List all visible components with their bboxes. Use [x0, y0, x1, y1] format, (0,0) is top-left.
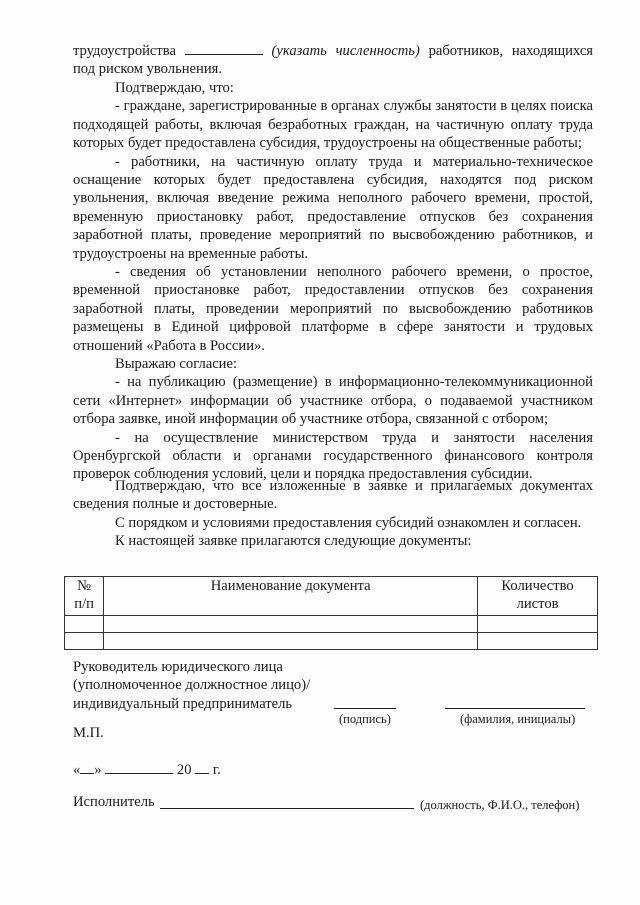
col-number-header — [65, 577, 104, 616]
head-title-line-2: (уполномоченное должностное лицо)/ — [73, 677, 311, 694]
date-suffix: г. — [212, 762, 221, 778]
table-cell — [478, 633, 598, 650]
col-number-label-2: п/п — [74, 596, 94, 612]
confirm-item-1: - граждане, зарегистрированные в органах службы занятости в целях поиска подходящей работы, включая безработных граждан, на частичную оплату труда которых будет предоставлена субсидия, трудоустроены на общественные работы; — [73, 98, 593, 152]
statements-block — [73, 477, 593, 551]
date-year: 20 — [176, 762, 192, 778]
consent-item-1: - на публикацию (размещение) в информационно-телекоммуникационной сети «Интернет» информации об участнике отбора, о подаваемой участником отбора заявке, иной информации об участнике отбора, связанной с отбором; — [73, 374, 593, 428]
head-title-line-1: Руководитель юридического лица — [73, 659, 283, 675]
date-line — [73, 761, 221, 779]
signature-hint: (подпись) — [339, 712, 391, 726]
confirm-item-3: - сведения об установлении неполного рабочего времени, о простое, временной приостановке работ, предоставлении отпусков без сохранения заработной платы, проведении мероприятий по высвобождению работников размещены в Единой цифровой платформе в сфере занятости и трудовых отношений «Работа в России». — [73, 264, 593, 354]
executor-label: Исполнитель — [73, 794, 155, 810]
executor-line — [160, 808, 414, 809]
count-hint: (указать численность) — [271, 43, 420, 59]
table-cell — [478, 616, 598, 633]
intro-text-line2: под риском увольнения. — [73, 61, 222, 78]
col-qty-header — [478, 577, 598, 616]
year-blank — [195, 761, 209, 774]
confirm-item-2: - работники, на частичную оплату труда и материально-техническое оснащение которых будет предоставлена субсидия, находятся под риском увольнения, включая введение режима неполного рабочего времени, простой, временную приостановку работ, предоставление отпусков без сохранения заработной платы, проведение мероприятий по высвобождению работников, и трудоустроены на временные работы. — [73, 153, 593, 262]
intro-text-start: трудоустройства — [73, 43, 176, 59]
consent-block — [73, 355, 593, 484]
day-blank — [80, 761, 94, 774]
date-quote-open: « — [73, 762, 81, 778]
col-name-header: Наименование документа — [104, 577, 478, 616]
table-cell — [65, 616, 104, 633]
table-cell — [104, 616, 478, 633]
consent-heading: Выражаю согласие: — [115, 356, 238, 372]
col-qty-label-2: листов — [516, 596, 559, 612]
table-header-row — [65, 577, 598, 616]
statement-attachments: К настоящей заявке прилагаются следующие документы: — [115, 533, 472, 550]
signature-line — [334, 708, 396, 709]
head-title-line-3: индивидуальный предприниматель — [73, 695, 293, 712]
table-cell — [65, 633, 104, 650]
intro-block — [73, 42, 593, 79]
col-qty-label-1: Количество — [501, 578, 574, 594]
date-quote-close: » — [94, 762, 102, 778]
count-blank — [185, 42, 263, 55]
table-row — [65, 616, 598, 633]
confirm-heading: Подтверждаю, что: — [115, 80, 234, 96]
documents-table — [64, 576, 598, 650]
head-title — [73, 658, 310, 713]
table-row — [65, 633, 598, 650]
intro-text-end: работников, находящихся — [428, 43, 594, 59]
name-hint: (фамилия, инициалы) — [460, 712, 576, 726]
name-line — [445, 708, 585, 709]
month-blank — [105, 761, 173, 774]
executor-hint: (должность, Ф.И.О., телефон) — [420, 798, 580, 812]
statement-acquainted: С порядком и условиями предоставления субсидий ознакомлен и согласен. — [115, 514, 582, 531]
col-number-label-1: № — [77, 578, 92, 594]
confirm-block — [73, 79, 593, 355]
intro-paragraph — [73, 42, 593, 79]
stamp-place: М.П. — [73, 725, 104, 741]
table-cell — [104, 633, 478, 650]
consent-item-2: - на осуществление министерством труда и занятости населения Оренбургской области и органами государственного финансового контроля проверок соблюдения условий, цели и порядка предоставления субсидии. — [73, 429, 593, 483]
statement-truthful: Подтверждаю, что все изложенные в заявке и прилагаемых документах сведения полные и достоверные. — [73, 478, 593, 513]
